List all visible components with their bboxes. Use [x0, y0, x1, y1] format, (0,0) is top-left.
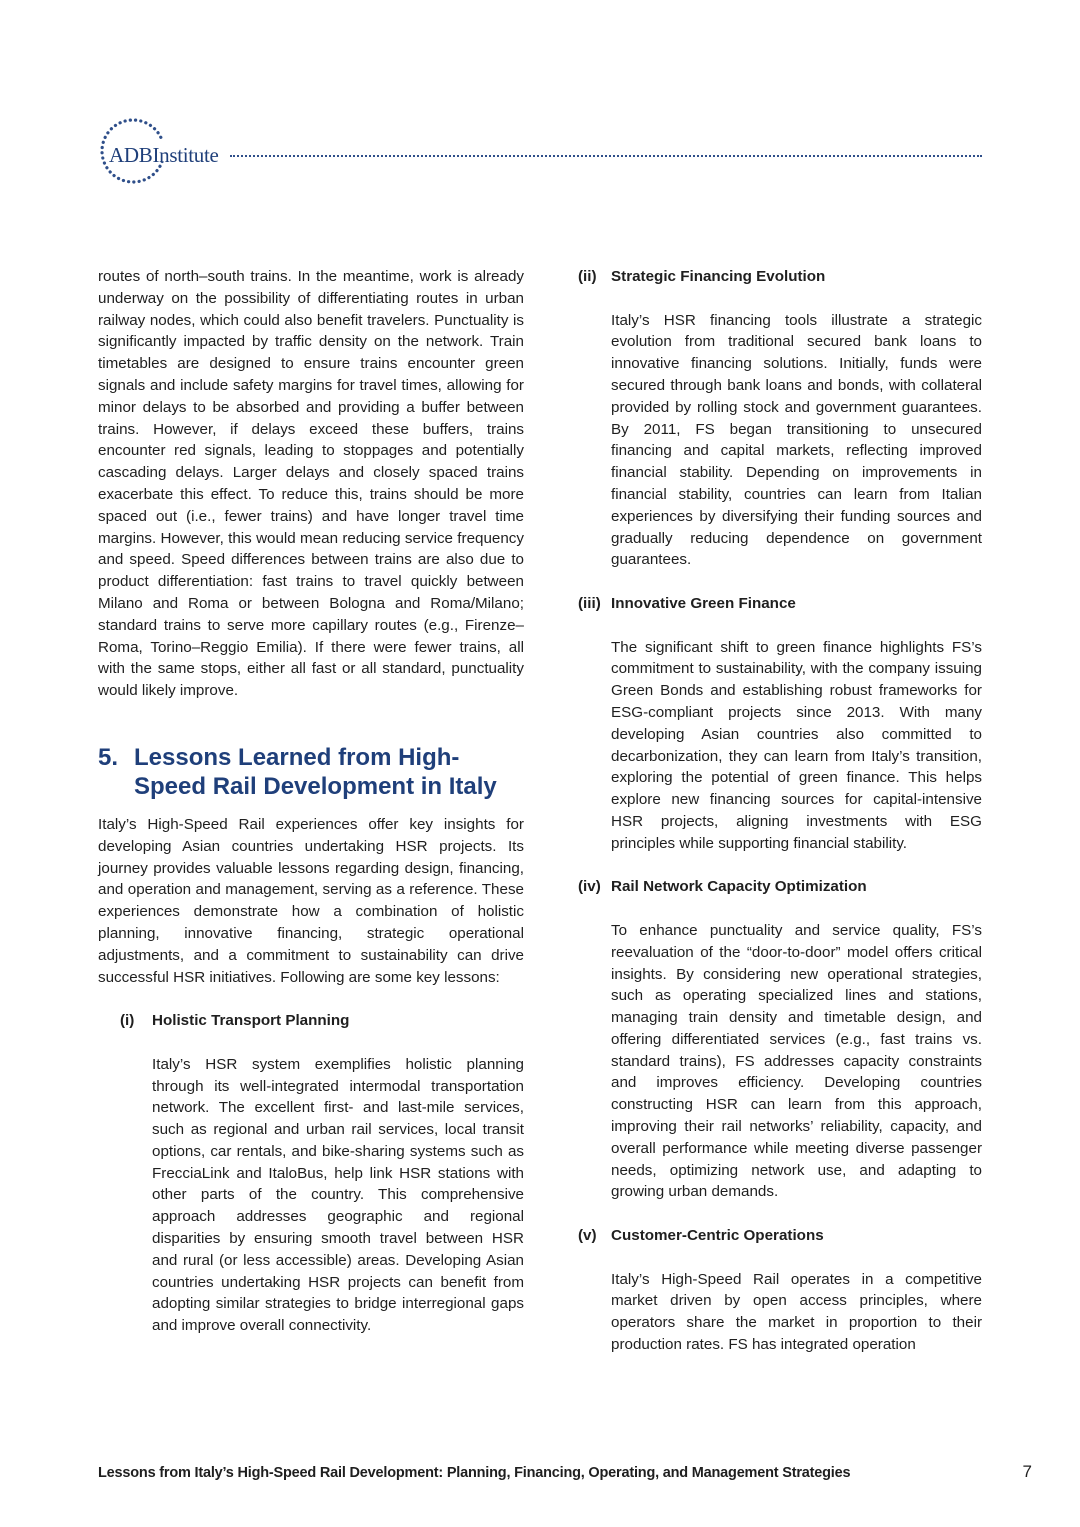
lesson-number: (v) — [578, 1227, 597, 1245]
lesson-title: Innovative Green Finance — [611, 594, 796, 612]
lesson-item-iii — [578, 593, 982, 855]
section-paragraph: Italy’s High-Speed Rail experiences offer key insights for developing Asian countries undertaking HSR projects. Its journey provides valuable lessons regarding design, financing, and operation and management, serving as a reference. These experiences demonstrate how a combination of holistic planning, innovative financing, strategic operational adjustments, and a commitment to sustainability can drive successful HSR initiatives. Following are some key lessons: — [98, 815, 524, 986]
lesson-body: Italy’s HSR system exemplifies holistic planning through its well-integrated intermodal transportation network. The excellent first- and last-mile services, such as regional and urban rail services, local transit options, car rentals, and bike-sharing systems such as FrecciaLink and ItaloBus, help link HSR stations with other parts of the country. This comprehensive approach addresses geographic and regional disparities by ensuring smooth travel between HSR and rural (or less accessible) areas. Developing Asian countries undertaking HSR projects can benefit from adopting similar strategies to bridge interregional gaps and improve overall connectivity. — [152, 1055, 524, 1335]
lesson-item-v — [578, 1225, 982, 1356]
lesson-number: (ii) — [578, 268, 597, 285]
lesson-title: Rail Network Capacity Optimization — [611, 878, 867, 896]
lesson-title: Strategic Financing Evolution — [611, 268, 826, 285]
lesson-number: (iv) — [578, 878, 601, 896]
lesson-heading — [578, 876, 982, 898]
lesson-item-i — [120, 1010, 524, 1337]
lesson-number: (i) — [120, 1012, 135, 1030]
lesson-title: Holistic Transport Planning — [152, 1012, 350, 1030]
section-title: Lessons Learned from High-Speed Rail Development in Italy — [134, 743, 497, 800]
lesson-number: (iii) — [578, 594, 601, 612]
left-column — [98, 266, 524, 1337]
lesson-item-ii — [578, 266, 982, 571]
adbi-logo-text: ADBInstitute — [109, 143, 219, 167]
page-number: 7 — [1022, 1462, 1032, 1481]
lesson-title: Customer-Centric Operations — [611, 1227, 824, 1245]
lesson-body: To enhance punctuality and service quality, FS’s reevaluation of the “door-to-door” model offers critical insights. By considering new operational strategies, such as operating specialized lines and stations, managing train density and timetable design, and offering differentiated services (e.g., fast trains vs. standard trains), FS addresses capacity constraints and improves efficiency. Developing countries constructing HSR can learn from this approach, improving their rail networks’ reliability, capacity, and overall performance while meeting diverse passenger needs, optimizing network use, and adapting to growing urban demands. — [611, 921, 982, 1201]
lesson-heading — [578, 1225, 982, 1247]
lesson-body: Italy’s High-Speed Rail operates in a competitive market driven by open access principles, where operators share the market in proportion to their production rates. FS has integrated operation — [611, 1270, 982, 1354]
footer-title: Lessons from Italy’s High-Speed Rail Development: Planning, Financing, Operating, and Management Strategies — [98, 1465, 851, 1481]
lesson-heading — [578, 593, 982, 615]
lesson-item-iv — [578, 876, 982, 1203]
section-heading — [98, 743, 524, 801]
lesson-body: Italy’s HSR financing tools illustrate a strategic evolution from traditional secured bank loans to innovative financing solutions. Initially, funds were secured through bank loans and bonds, with collateral provided by rolling stock and government guarantees. By 2011, FS began transitioning to unsecured financing and capital markets, reflecting improved financial stability. Depending on improvements in financial stability, countries can learn from Italian experiences by diversifying their funding sources and gradually reducing dependence on government guarantees. — [611, 311, 982, 569]
section-number: 5. — [98, 743, 119, 771]
lesson-heading — [120, 1010, 524, 1032]
lesson-body: The significant shift to green finance highlights FS’s commitment to sustainability, with the company issuing Green Bonds and establishing robust frameworks for ESG-compliant projects since 2013. With many developing Asian countries also committed to decarbonization, they can learn from Italy’s transition, exploring the potential of green finance. This helps explore new financing sources for capital-intensive HSR projects, aligning investments with ESG principles while supporting financial stability. — [611, 638, 982, 852]
right-column — [578, 266, 982, 1378]
header-dotted-rule — [230, 155, 982, 157]
lesson-heading — [578, 266, 982, 288]
intro-paragraph: routes of north–south trains. In the meantime, work is already underway on the possibility of differentiating routes in urban railway nodes, which could also benefit travelers. Punctuality is significantly impacted by traffic density on the network. Train timetables are designed to ensure trains encounter green signals and include safety margins for travel times, allowing for minor delays to be absorbed and providing a buffer between trains. However, if delays exceed these buffers, trains encounter red signals, leading to stoppages and potentially cascading delays. Larger delays and closely spaced trains exacerbate this effect. To reduce this, trains should be more spaced out (i.e., fewer trains) and have longer travel time margins. However, this would mean reducing service frequency and speed. Speed differences between trains are also due to product differentiation: fast trains to travel quickly between Milano and Roma or between Bologna and Roma/Milano; standard trains to serve more capillary routes (e.g., Firenze–Roma, Torino–Reggio Emilia). If there were fewer trains, all with the same stops, either all fast or all standard, punctuality would likely improve. — [98, 268, 524, 700]
